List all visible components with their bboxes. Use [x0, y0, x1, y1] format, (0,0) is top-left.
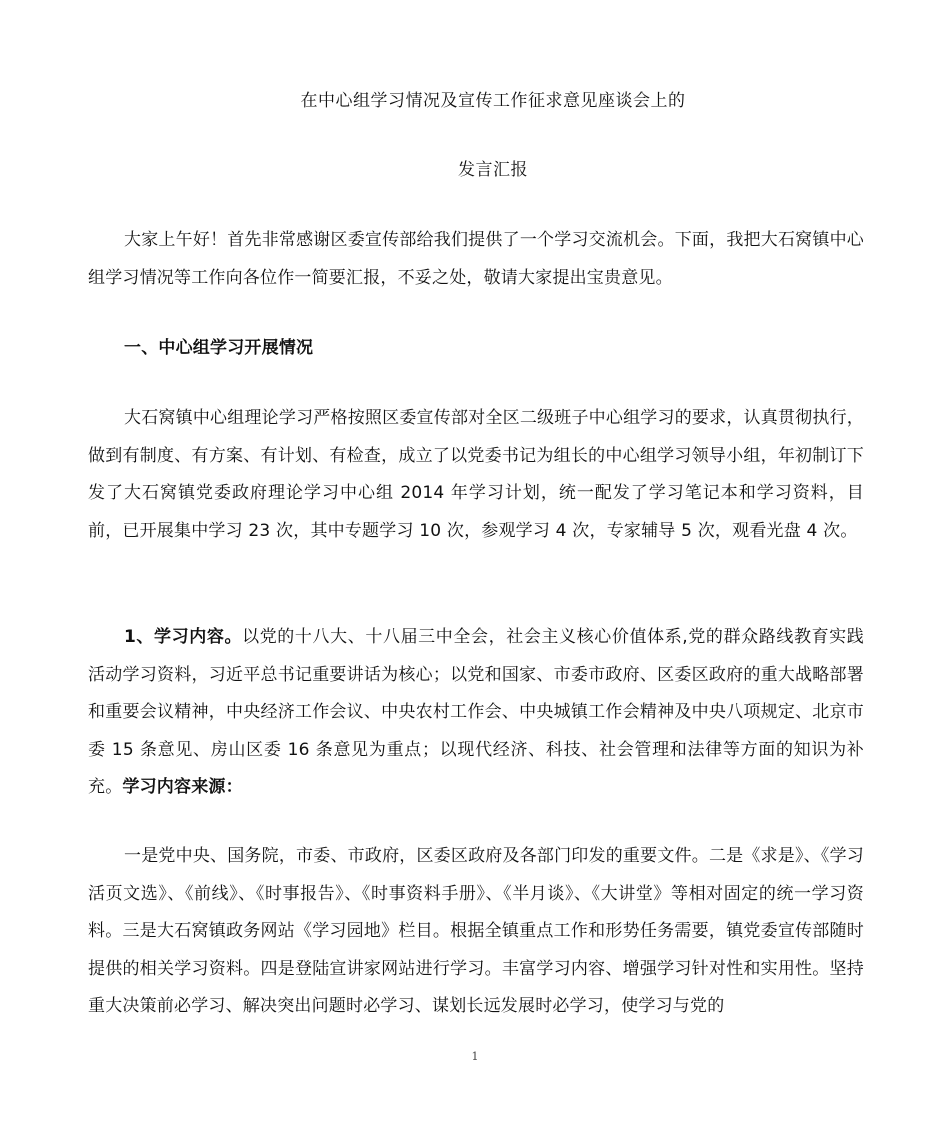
section-heading: 一、中心组学习开展情况	[124, 338, 314, 358]
sources-paragraph: 一是党中央、国务院，市委、市政府，区委区政府及各部门印发的重要文件。二是《求是》、《学习活页文选》、《前线》、《时事报告》、《时事资料手册》、《半月谈》、《大讲堂》等相对固定的统一学习资料。三是大石窝镇政务网站《学习园地》栏目。根据全镇重点工作和形势任务需要，镇党委宣传部随时提供的相关学习资料。四是登陆宣讲家网站进行学习。丰富学习内容、增强学习针对性和实用性。坚持重大决策前必学习、解决突出问题时必学习、谋划长远发展时必学习，使学习与党的	[88, 846, 864, 1016]
item-lead: 1、学习内容。	[124, 627, 243, 647]
document-title-line2: 发言汇报	[458, 160, 528, 180]
intro-paragraph: 大家上午好！首先非常感谢区委宣传部给我们提供了一个学习交流机会。下面，我把大石窝镇中心组学习情况等工作向各位作一简要汇报，不妥之处，敬请大家提出宝贵意见。	[88, 230, 864, 288]
item-body: 以党的十八大、十八届三中全会，社会主义核心价值体系,党的群众路线教育实践活动学习资料，习近平总书记重要讲话为核心；以党和国家、市委市政府、区委区政府的重大战略部署和重要会议精神，中央经济工作会议、中央农村工作会、中央城镇工作会精神及中央八项规定、北京市委 15 条意见、房山区委 16 条意见为重点；以现代经济、科技、社会管理和法律等方面的知识为补充。	[88, 627, 864, 797]
document-title-line1: 在中心组学习情况及宣传工作征求意见座谈会上的	[300, 91, 686, 111]
page-number: 1	[471, 1050, 479, 1063]
learning-content-paragraph	[88, 619, 864, 807]
item-tail: 学习内容来源：	[122, 777, 243, 797]
section-paragraph: 大石窝镇中心组理论学习严格按照区委宣传部对全区二级班子中心组学习的要求，认真贯彻执行，做到有制度、有方案、有计划、有检查，成立了以党委书记为组长的中心组学习领导小组，年初制订下发了大石窝镇党委政府理论学习中心组 2014 年学习计划，统一配发了学习笔记本和学习资料，目前，已开展集中学习 23 次，其中专题学习 10 次，参观学习 4 次，专家辅导 5 次，观看光盘 4 次。	[88, 408, 864, 541]
